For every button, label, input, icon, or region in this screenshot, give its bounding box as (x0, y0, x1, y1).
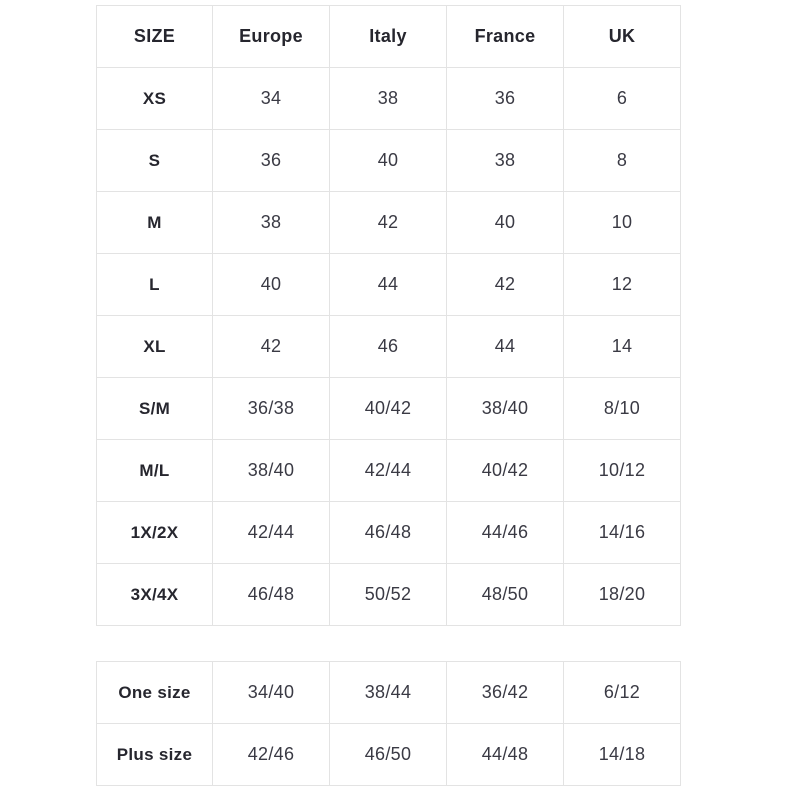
france-value-cell: 36/42 (447, 662, 564, 724)
uk-value-cell: 6/12 (564, 662, 681, 724)
table-row (97, 68, 681, 130)
table-row (97, 254, 681, 316)
size-label-cell: XL (97, 316, 213, 378)
table-row (97, 724, 681, 786)
size-label-cell: L (97, 254, 213, 316)
uk-value-cell: 14/18 (564, 724, 681, 786)
france-value-cell: 36 (447, 68, 564, 130)
europe-value-cell: 36/38 (213, 378, 330, 440)
table-row (97, 130, 681, 192)
uk-value-cell: 18/20 (564, 564, 681, 626)
europe-value-cell: 42/44 (213, 502, 330, 564)
header-cell-italy: Italy (330, 6, 447, 68)
europe-value-cell: 46/48 (213, 564, 330, 626)
italy-value-cell: 42/44 (330, 440, 447, 502)
italy-value-cell: 38/44 (330, 662, 447, 724)
europe-value-cell: 34/40 (213, 662, 330, 724)
table-row (97, 502, 681, 564)
table-row (97, 662, 681, 724)
size-label-cell: Plus size (97, 724, 213, 786)
italy-value-cell: 42 (330, 192, 447, 254)
uk-value-cell: 8 (564, 130, 681, 192)
uk-value-cell: 12 (564, 254, 681, 316)
header-cell-france: France (447, 6, 564, 68)
uk-value-cell: 8/10 (564, 378, 681, 440)
france-value-cell: 42 (447, 254, 564, 316)
size-label-cell: 3X/4X (97, 564, 213, 626)
france-value-cell: 48/50 (447, 564, 564, 626)
header-cell-europe: Europe (213, 6, 330, 68)
italy-value-cell: 40 (330, 130, 447, 192)
special-sizes-table (96, 661, 681, 786)
france-value-cell: 44/46 (447, 502, 564, 564)
uk-value-cell: 14/16 (564, 502, 681, 564)
uk-value-cell: 10/12 (564, 440, 681, 502)
table-row (97, 440, 681, 502)
france-value-cell: 38/40 (447, 378, 564, 440)
italy-value-cell: 46/48 (330, 502, 447, 564)
size-conversion-table (96, 5, 681, 626)
uk-value-cell: 10 (564, 192, 681, 254)
europe-value-cell: 38 (213, 192, 330, 254)
france-value-cell: 38 (447, 130, 564, 192)
europe-value-cell: 34 (213, 68, 330, 130)
europe-value-cell: 42 (213, 316, 330, 378)
header-cell-size: SIZE (97, 6, 213, 68)
italy-value-cell: 38 (330, 68, 447, 130)
size-label-cell: S/M (97, 378, 213, 440)
table-row (97, 378, 681, 440)
uk-value-cell: 6 (564, 68, 681, 130)
france-value-cell: 44/48 (447, 724, 564, 786)
table-row (97, 192, 681, 254)
europe-value-cell: 42/46 (213, 724, 330, 786)
table-header-row (97, 6, 681, 68)
size-label-cell: S (97, 130, 213, 192)
size-label-cell: One size (97, 662, 213, 724)
europe-value-cell: 36 (213, 130, 330, 192)
header-cell-uk: UK (564, 6, 681, 68)
france-value-cell: 40/42 (447, 440, 564, 502)
table-row (97, 564, 681, 626)
italy-value-cell: 50/52 (330, 564, 447, 626)
size-label-cell: M (97, 192, 213, 254)
size-label-cell: 1X/2X (97, 502, 213, 564)
uk-value-cell: 14 (564, 316, 681, 378)
france-value-cell: 44 (447, 316, 564, 378)
france-value-cell: 40 (447, 192, 564, 254)
europe-value-cell: 40 (213, 254, 330, 316)
italy-value-cell: 44 (330, 254, 447, 316)
italy-value-cell: 46/50 (330, 724, 447, 786)
size-label-cell: XS (97, 68, 213, 130)
europe-value-cell: 38/40 (213, 440, 330, 502)
italy-value-cell: 46 (330, 316, 447, 378)
table-row (97, 316, 681, 378)
size-label-cell: M/L (97, 440, 213, 502)
italy-value-cell: 40/42 (330, 378, 447, 440)
